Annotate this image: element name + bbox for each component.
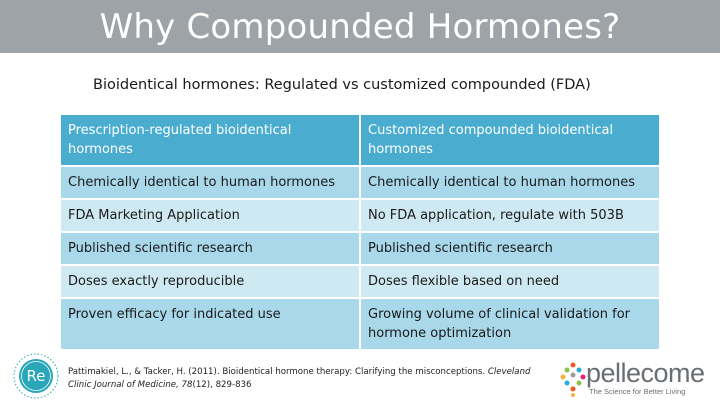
table-cell: FDA Marketing Application: [60, 199, 360, 232]
table-header-regulated: Prescription-regulated bioidentical hormones: [60, 114, 360, 166]
brand-name: pellecome: [586, 358, 705, 388]
table-header-row: [60, 114, 660, 166]
pellecome-logo: [560, 360, 710, 400]
citation-journal: Cleveland Clinic Journal of Medicine, 78: [68, 367, 531, 390]
table-cell: Published scientific research: [60, 232, 360, 265]
dots-icon: [560, 362, 586, 398]
citation: [68, 366, 538, 392]
brand-tagline: The Science for Better Living: [589, 387, 686, 396]
comparison-table: [59, 113, 661, 351]
table-row: [60, 199, 660, 232]
table-row: [60, 298, 660, 350]
re-logo-icon: [12, 352, 60, 400]
table-row: [60, 232, 660, 265]
citation-suffix: (12), 829-836: [192, 380, 252, 390]
table-cell: No FDA application, regulate with 503B: [360, 199, 660, 232]
table-cell: Chemically identical to human hormones: [360, 166, 660, 199]
slide-title: Why Compounded Hormones?: [99, 7, 621, 47]
table-cell: Doses exactly reproducible: [60, 265, 360, 298]
re-logo-text: Re: [26, 367, 46, 385]
table-cell: Doses flexible based on need: [360, 265, 660, 298]
table-row: [60, 166, 660, 199]
table-cell: Proven efficacy for indicated use: [60, 298, 360, 350]
table-cell: Chemically identical to human hormones: [60, 166, 360, 199]
table-cell: Growing volume of clinical validation for hormone optimization: [360, 298, 660, 350]
slide-subtitle: Bioidentical hormones: Regulated vs customized compounded (FDA): [93, 77, 591, 93]
title-bar: [0, 0, 720, 53]
table-cell: Published scientific research: [360, 232, 660, 265]
table-row: [60, 265, 660, 298]
re-logo: [12, 352, 60, 400]
citation-prefix: Pattimakiel, L., & Tacker, H. (2011). Bioidentical hormone therapy: Clarifying the misconceptions.: [68, 367, 486, 377]
table-header-compounded: Customized compounded bioidentical hormones: [360, 114, 660, 166]
